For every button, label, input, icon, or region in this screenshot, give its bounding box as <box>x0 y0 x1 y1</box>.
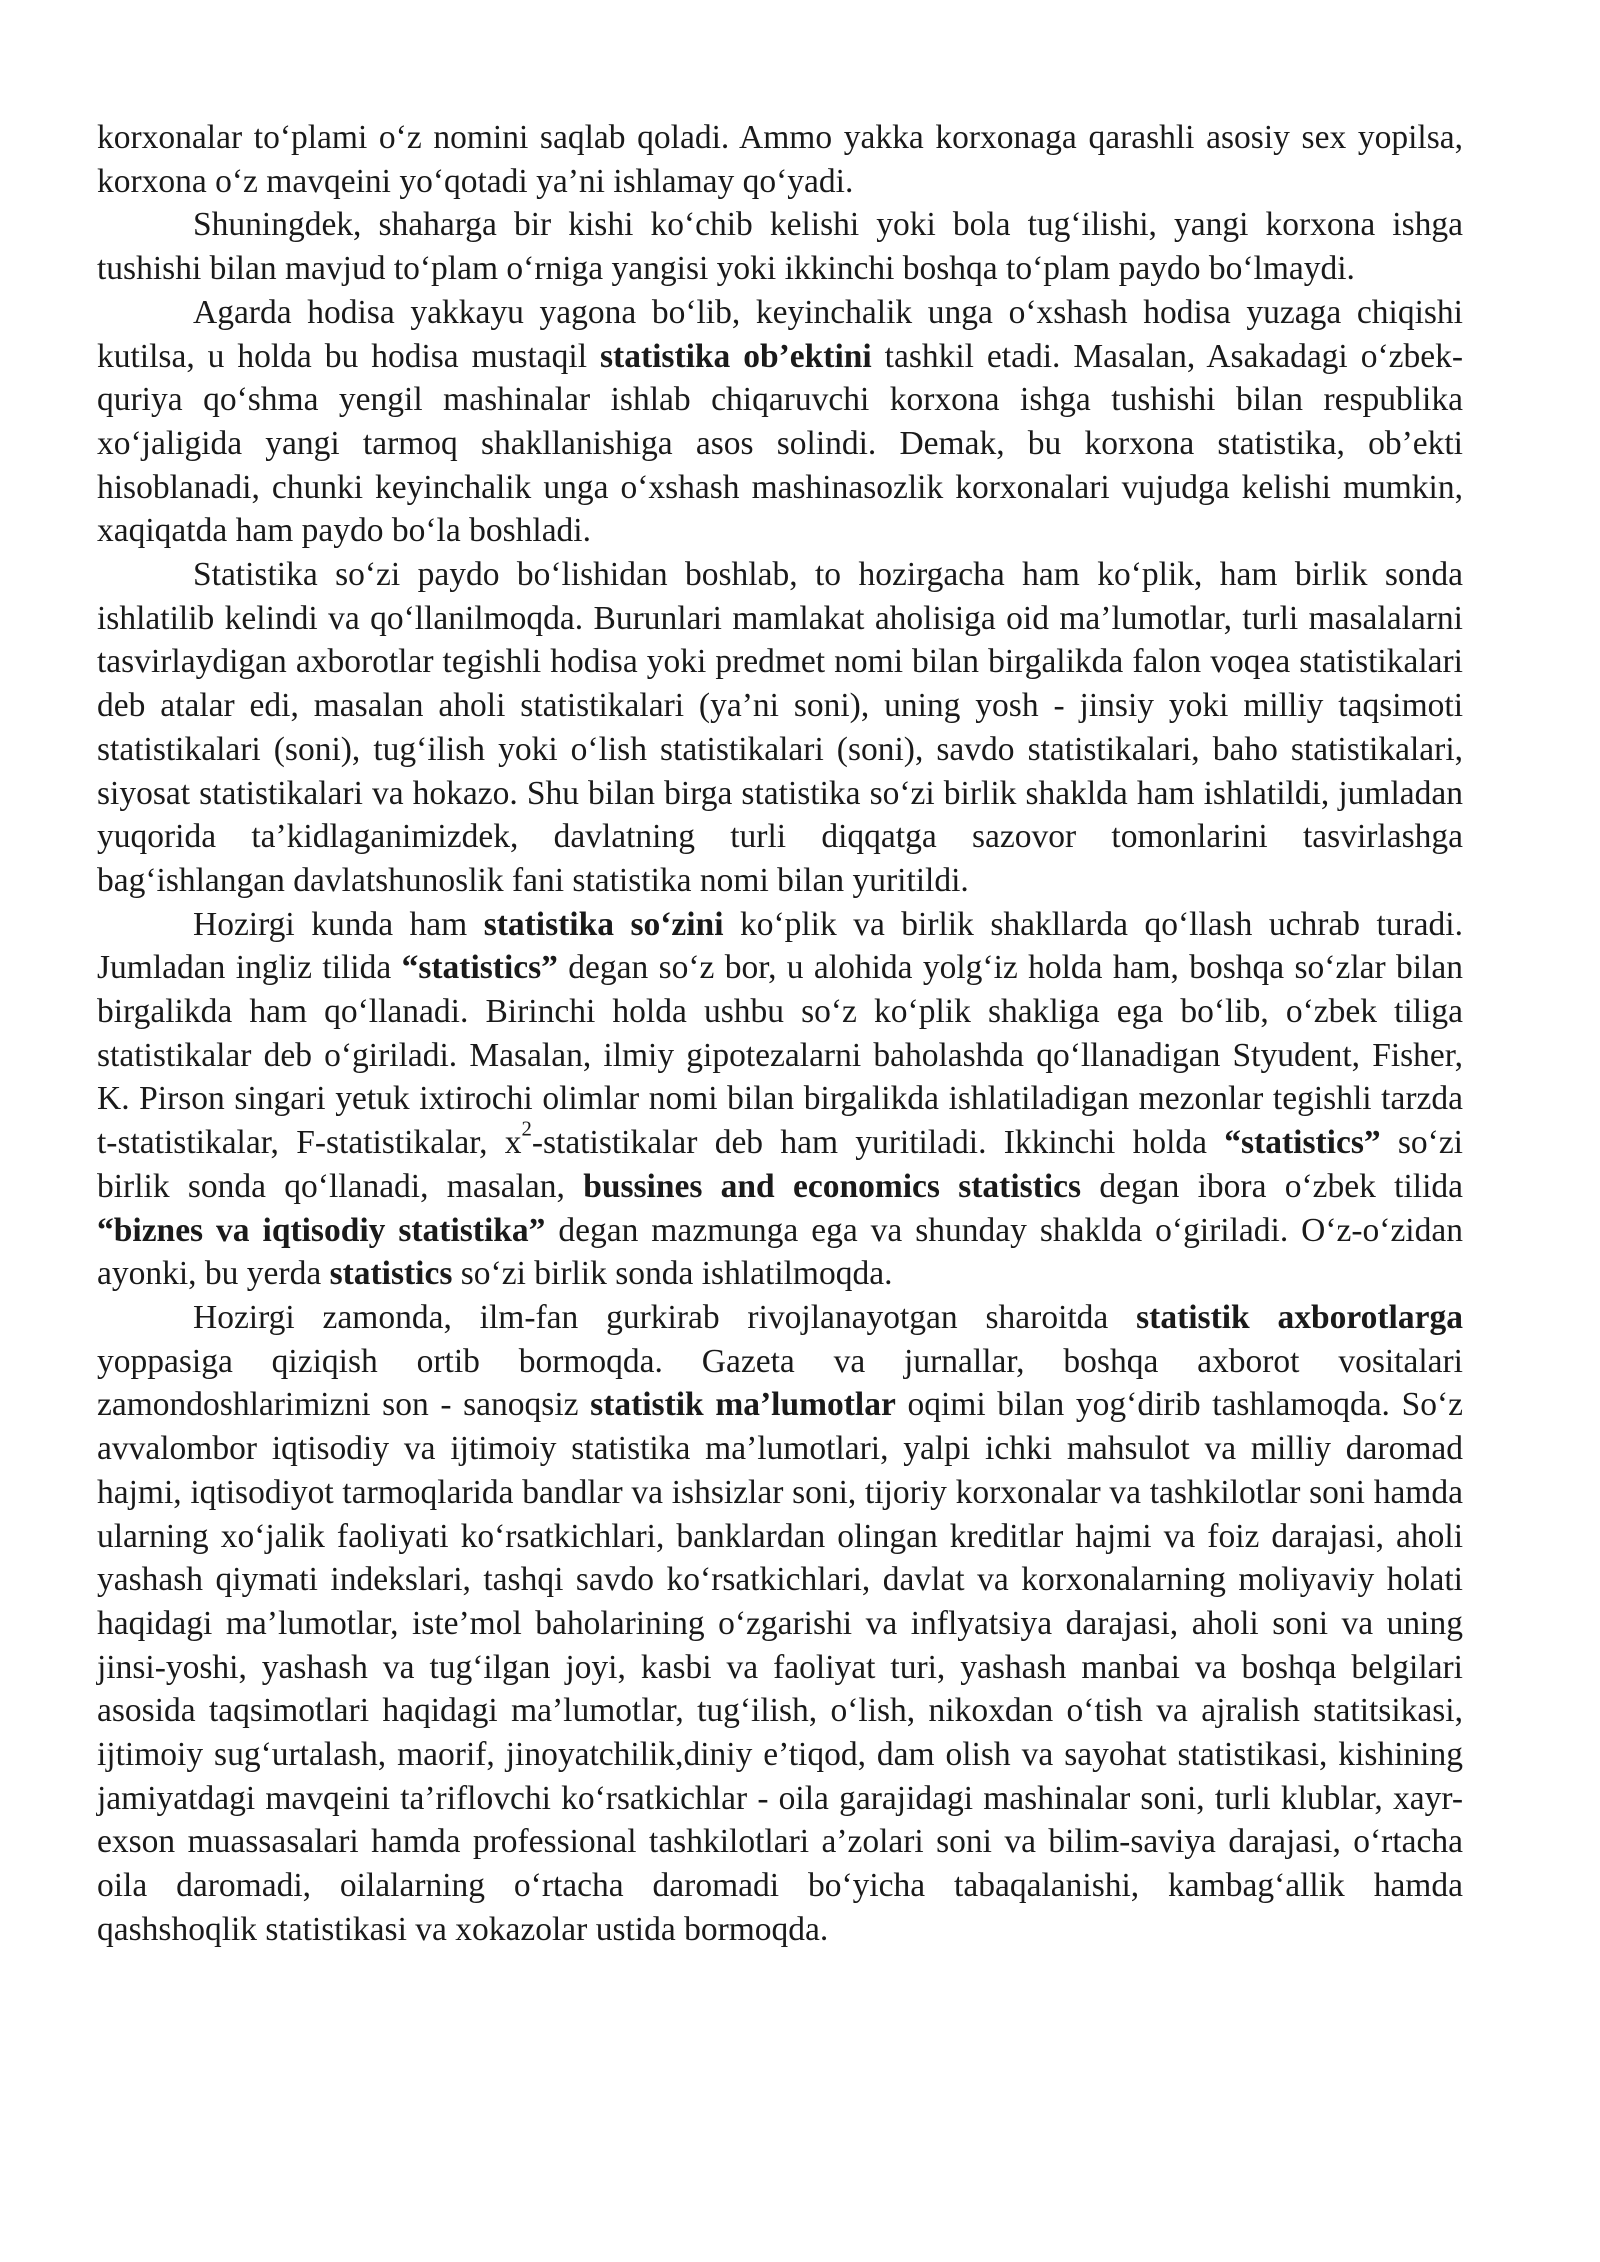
text-run: yoppasiga qiziqish ortib bormoqda. Gazeta va jurnallar, boshqa axborot vositalari zamondoshlarimizni son - sanoqsiz <box>97 1342 1463 1424</box>
text-run: Agarda hodisa yakkayu yagona bo‘lib, keyinchalik unga o‘xshash hodisa yuzaga chiqishi kutilsa, u holda bu hodisa mustaqil <box>97 293 1463 375</box>
text-run: ko‘plik va birlik shakllarda qo‘llash uchrab turadi. Jumladan ingliz tilida <box>97 905 1463 987</box>
paragraph-5 <box>97 903 1463 1296</box>
text-run: Hozirgi kunda ham <box>193 905 484 943</box>
bold-term: bussines and economics statistics <box>583 1167 1082 1205</box>
bold-term: statistics <box>329 1255 453 1293</box>
text-run: tashkil etadi. Masalan, Asakadagi o‘zbek-quriya qo‘shma yengil mashinalar ishlab chiqaruvchi korxona ishga tushishi bilan respublika xo‘jaligida yangi tarmoq shakllanishiga asos solindi. Demak, bu korxona statistika, ob’ekti hisoblanadi, chunki keyinchalik unga o‘xshash mashinasozlik korxonalari vujudga kelishi mumkin, xaqiqatda ham paydo bo‘la boshladi. <box>97 337 1463 550</box>
text-run: so‘zi birlik sonda qo‘llanadi, masalan, <box>97 1124 1463 1205</box>
bold-term: statistik ma’lumotlar <box>590 1386 896 1424</box>
text-run: korxonalar to‘plami o‘z nomini saqlab qoladi. Ammo yakka korxonaga qarashli asosiy sex yopilsa, korxona o‘z mavqeini yo‘qotadi ya’ni ishlamay qo‘yadi. <box>97 119 1463 200</box>
paragraph-4 <box>97 553 1463 903</box>
bold-term: statistika so‘zini <box>483 905 724 943</box>
text-run: Shuningdek, shaharga bir kishi ko‘chib kelishi yoki bola tug‘ilishi, yangi korxona ishga tushishi bilan mavjud to‘plam o‘rniga yangisi yoki ikkinchi boshqa to‘plam paydo bo‘lmaydi. <box>97 206 1463 288</box>
superscript: 2 <box>521 1117 532 1141</box>
text-run: so‘zi birlik sonda ishlatilmoqda. <box>452 1255 893 1293</box>
paragraph-6 <box>97 1296 1463 1952</box>
text-run: degan so‘z bor, u alohida yolg‘iz holda ham, boshqa so‘zlar bilan birgalikda ham qo‘llanadi. Birinchi holda ushbu so‘z ko‘plik shakliga ega bo‘lib, o‘zbek tiliga statistikalar deb o‘giriladi. Masalan, ilmiy gipotezalarni baholashda qo‘llanadigan Styudent, Fisher, K. Pirson singari yetuk ixtirochi olimlar nomi bilan birgalikda ishlatiladigan mezonlar tegishli tarzda t-statistikalar, F-statistikalar, x <box>97 949 1464 1162</box>
paragraph-1 <box>97 116 1463 203</box>
bold-term: statistik axborotlarga <box>1136 1298 1463 1336</box>
text-run: Statistika so‘zi paydo bo‘lishidan boshlab, to hozirgacha ham ko‘plik, ham birlik sonda ishlatilib kelindi va qo‘llanilmoqda. Burunlari mamlakat aholisiga oid ma’lumotlar, turli masalalarni tasvirlaydigan axborotlar tegishli hodisa yoki predmet nomi bilan birgalikda falon voqea statistikalari deb atalar edi, masalan aholi statistikalari (ya’ni soni), uning yosh - jinsiy yoki milliy taqsimoti statistikalari (soni), tug‘ilish yoki o‘lish statistikalari (soni), savdo statistikalari, baho statistikalari, siyosat statistikalari va hokazo. Shu bilan birga statistika so‘zi birlik shaklda ham ishlatildi, jumladan yuqorida ta’kidlaganimizdek, davlatning turli diqqatga sazovor tomonlarini tasvirlashga bag‘ishlangan davlatshunoslik fani statistika nomi bilan yuritildi. <box>97 556 1463 899</box>
bold-term: “statistics” <box>1224 1124 1381 1162</box>
text-run: -statistikalar deb ham yuritiladi. Ikkinchi holda <box>531 1124 1225 1162</box>
bold-term: statistika ob’ektini <box>600 337 872 375</box>
bold-term: “biznes va iqtisodiy statistika” <box>97 1211 546 1249</box>
text-run: Hozirgi zamonda, ilm-fan gurkirab rivojlanayotgan sharoitda <box>193 1298 1137 1336</box>
text-run: degan ibora o‘zbek tilida <box>1081 1167 1464 1205</box>
bold-term: “statistics” <box>401 949 558 987</box>
text-run: degan mazmunga ega va shunday shaklda o‘giriladi. O‘z-o‘zidan ayonki, bu yerda <box>97 1211 1463 1293</box>
paragraph-2 <box>97 203 1463 290</box>
document-body <box>97 116 1463 1952</box>
paragraph-3 <box>97 291 1463 553</box>
text-run: oqimi bilan yog‘dirib tashlamoqda. So‘z avvalombor iqtisodiy va ijtimoiy statistika ma’lumotlari, yalpi ichki mahsulot va milliy daromad hajmi, iqtisodiyot tarmoqlarida bandlar va ishsizlar soni, tijoriy korxonalar va tashkilotlar soni hamda ularning xo‘jalik faoliyati ko‘rsatkichlari, banklardan olingan kreditlar hajmi va foiz darajasi, aholi yashash qiymati indekslari, tashqi savdo ko‘rsatkichlari, davlat va korxonalarning moliyaviy holati haqidagi ma’lumotlar, iste’mol baholarining o‘zgarishi va inflyatsiya darajasi, aholi soni va uning jinsi-yoshi, yashash va tug‘ilgan joyi, kasbi va faoliyat turi, yashash manbai va boshqa belgilari asosida taqsimotlari haqidagi ma’lumotlar, tug‘ilish, o‘lish, nikoxdan o‘tish va ajralish statitsikasi, ijtimoiy sug‘urtalash, maorif, jinoyatchilik,diniy e’tiqod, dam olish va sayohat statistikasi, kishining jamiyatdagi mavqeini ta’riflovchi ko‘rsatkichlar - oila garajidagi mashinalar soni, turli klublar, xayr-exson muassasalari hamda professional tashkilotlari a’zolari soni va bilim-saviya darajasi, o‘rtacha oila daromadi, oilalarning o‘rtacha daromadi bo‘yicha tabaqalanishi, kambag‘allik hamda qashshoqlik statistikasi va xokazolar ustida bormoqda. <box>97 1386 1463 1948</box>
